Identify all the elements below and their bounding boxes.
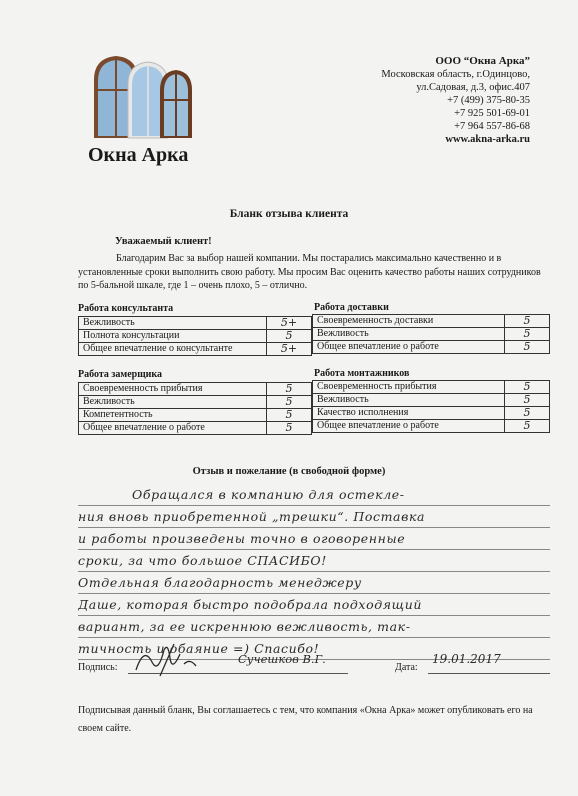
row-score: 5 <box>505 407 550 420</box>
row-label: Полнота консультации <box>79 330 267 343</box>
row-score: 5 <box>505 381 550 394</box>
intro-text: Благодарим Вас за выбор нашей компании. Мы постарались максимально качественно и в установленные сроки выполнить свою работу. Мы просим Вас оценить качество работы наших сотрудников по 5-бальной шкале, где 1 – очень плохо, 5 – отлично. <box>78 253 541 291</box>
row-label: Качество исполнения <box>313 407 505 420</box>
review-title: Отзыв и пожелание (в свободной форме) <box>192 466 386 477</box>
review-handwritten-text <box>78 484 550 660</box>
review-line: сроки, за что большое СПАСИБО! <box>78 553 327 568</box>
greeting: Уважаемый клиент! <box>115 236 212 247</box>
company-contacts <box>381 55 530 146</box>
table-row <box>79 383 312 396</box>
company-name: ООО “Окна Арка” <box>435 55 530 67</box>
table-row <box>313 407 550 420</box>
row-label: Вежливость <box>313 328 505 341</box>
measurer-section-title: Работа замерщика <box>78 369 163 380</box>
row-label: Своевременность прибытия <box>79 383 267 396</box>
date-value: 19.01.2017 <box>432 652 501 666</box>
table-row <box>79 409 312 422</box>
date-line <box>428 673 550 674</box>
installers-table <box>312 380 550 433</box>
row-score: 5 <box>505 394 550 407</box>
row-score: 5 <box>505 341 550 354</box>
address-line-2: ул.Садовая, д.3, офис.407 <box>416 82 530 93</box>
row-label: Общее впечатление о работе <box>313 420 505 433</box>
address-line-1: Московская область, г.Одинцово, <box>381 69 530 80</box>
row-score: 5 <box>267 330 312 343</box>
table-row <box>313 394 550 407</box>
table-row <box>313 328 550 341</box>
row-label: Общее впечатление о работе <box>79 422 267 435</box>
table-row <box>79 317 312 330</box>
row-label: Компетентность <box>79 409 267 422</box>
phone-3: +7 964 557-86-68 <box>454 121 530 132</box>
table-row <box>79 396 312 409</box>
row-score: 5+ <box>267 343 312 356</box>
installers-section-title: Работа монтажников <box>314 368 410 379</box>
row-label: Общее впечатление о работе <box>313 341 505 354</box>
row-score: 5 <box>267 409 312 422</box>
row-label: Своевременность доставки <box>313 315 505 328</box>
review-line: ния вновь приобретенной „трешки“. Поставка <box>78 509 426 524</box>
consent-text: Подписывая данный бланк, Вы соглашаетесь с тем, что компания «Окна Арка» может опубликовать его на своем сайте. <box>78 705 533 734</box>
table-row <box>313 341 550 354</box>
review-line: вариант, за ее искреннюю вежливость, так- <box>78 619 411 634</box>
table-row <box>313 381 550 394</box>
measurer-table <box>78 382 312 435</box>
review-line: и работы произведены точно в оговоренные <box>78 531 406 546</box>
website: www.akna-arka.ru <box>445 134 530 145</box>
table-row <box>313 420 550 433</box>
review-line: Даше, которая быстро подобрала подходящий <box>78 597 423 612</box>
review-line: Отдельная благодарность менеджеру <box>78 575 362 590</box>
delivery-section-title: Работа доставки <box>314 302 389 313</box>
form-title: Бланк отзыва клиента <box>229 208 349 220</box>
phone-1: +7 (499) 375-80-35 <box>447 95 530 106</box>
table-row <box>79 343 312 356</box>
row-label: Общее впечатление о консультанте <box>79 343 267 356</box>
date-label: Дата: <box>395 662 418 673</box>
consultant-section-title: Работа консультанта <box>78 303 174 314</box>
row-label: Своевременность прибытия <box>313 381 505 394</box>
row-score: 5 <box>505 420 550 433</box>
table-row <box>313 315 550 328</box>
delivery-table <box>312 314 550 354</box>
row-score: 5+ <box>267 317 312 330</box>
row-score: 5 <box>505 328 550 341</box>
row-score: 5 <box>267 396 312 409</box>
row-label: Вежливость <box>79 317 267 330</box>
phone-2: +7 925 501-69-01 <box>454 108 530 119</box>
signature-label: Подпись: <box>78 662 118 673</box>
arched-windows-logo-icon <box>88 50 198 142</box>
row-score: 5 <box>505 315 550 328</box>
row-score: 5 <box>267 383 312 396</box>
consultant-table <box>78 316 312 356</box>
row-label: Вежливость <box>313 394 505 407</box>
table-row <box>79 422 312 435</box>
review-line: Обращался в компанию для остекле- <box>132 487 405 502</box>
table-row <box>79 330 312 343</box>
brand-name: Окна Арка <box>88 144 189 166</box>
review-line: тичность и обаяние =) Спасибо! <box>78 641 320 656</box>
signature-name: Сучешков В.Г. <box>238 652 326 666</box>
row-score: 5 <box>267 422 312 435</box>
row-label: Вежливость <box>79 396 267 409</box>
handwritten-signature-icon <box>130 640 202 680</box>
